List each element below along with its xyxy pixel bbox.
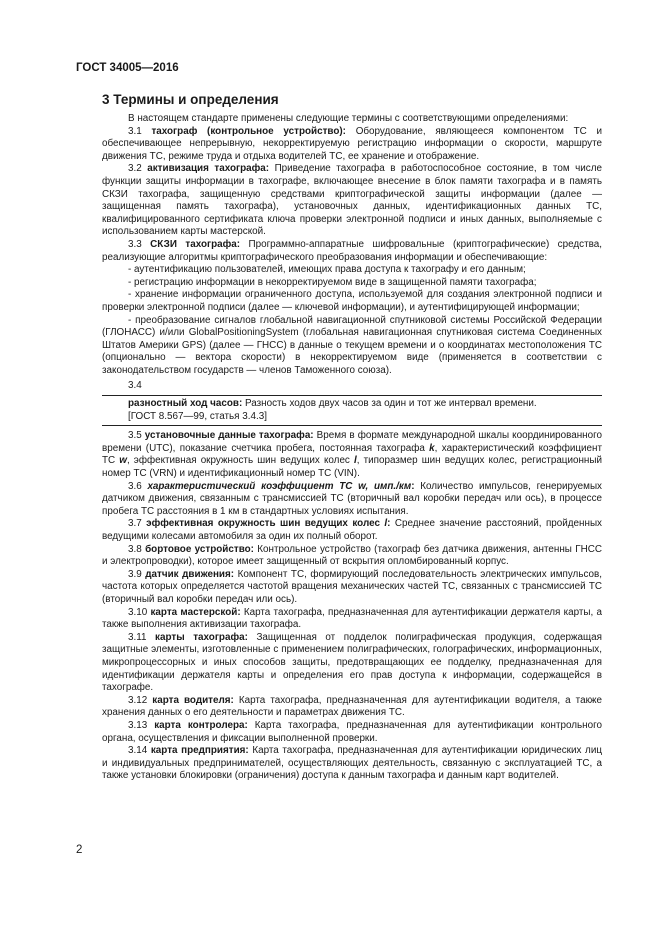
source-reference: [ГОСТ 8.567—99, статья 3.4.3] (128, 410, 267, 422)
term-number: 3.1 (128, 125, 152, 137)
term-name: разностный ход часов: (128, 398, 243, 410)
term-definition-cont: , характеристический коэффициент ТС (102, 442, 602, 467)
symbol-w: w (119, 455, 127, 467)
term-definition: Карта тахографа, предназначенная для аутентификации держателя карты, а также выполнения активизации тахографа. (102, 606, 603, 631)
definition-3-14 (102, 745, 602, 783)
term-name: эффективная окружность шин ведущих колес (146, 518, 385, 530)
term-definition: Оборудование, являющееся компонентом ТС и обеспечивающее непрерывную, некорректируемую регистрацию информации о скорости, маршруте движения ТС, режиме труда и отдыха водителей ТС, ее хранение и отображение. (102, 125, 602, 162)
term-number: 3.14 (128, 745, 151, 757)
term-unit: , имп./км (365, 480, 412, 492)
term-number: 3.8 (128, 543, 146, 555)
term-definition: Карта тахографа, предназначенная для аутентификации контрольного органа, осуществления и фиксации выполненной проверки. (102, 719, 602, 744)
symbol-l: l (384, 518, 388, 530)
term-name: бортовое устройство: (145, 543, 254, 555)
definition-3-7 (102, 518, 602, 543)
quoted-definition-box (102, 395, 602, 426)
term-name: карта предприятия: (150, 745, 249, 757)
term-definition: Карта тахографа, предназначенная для аутентификации юридических лиц и индивидуальных предпринимателей, осуществляющих деятельность, связанную с эксплуатацией ТС, а также установки блокировки (ограничения) доступа к данным тахографа и данным карт водителей. (102, 745, 602, 782)
term-name: характеристический коэффициент ТС (147, 480, 359, 492)
definition-3-2 (102, 163, 602, 239)
list-item: - аутентификацию пользователей, имеющих права доступа к тахографу и его данным; (128, 264, 526, 276)
definition-3-3 (102, 239, 602, 264)
definition-3-9 (102, 569, 602, 607)
term-number: 3.10 (128, 606, 151, 618)
term-name: тахограф (контрольное устройство): (151, 125, 346, 137)
term-number: 3.2 (128, 163, 148, 175)
definition-3-12 (102, 695, 602, 720)
definition-3-11 (102, 632, 602, 695)
term-number: 3.5 (128, 430, 145, 442)
term-name: карты тахографа: (155, 631, 248, 643)
term-colon: : (411, 480, 415, 492)
definition-3-5 (102, 430, 602, 480)
term-name: датчик движения: (145, 568, 235, 580)
term-definition: Компонент ТС, формирующий последовательность электрических импульсов, частота которых определяется частотой вращения механических частей ТС, связанных с трансмиссией ТС (вторичный вал коробки передач или ось). (102, 568, 602, 605)
term-name: активизация тахографа: (147, 163, 270, 175)
definition-3-4 (128, 398, 598, 411)
list-item: - регистрацию информации в некорректируемом виде в защищенной памяти тахографа; (128, 276, 537, 288)
list-item: - хранение информации ограниченного доступа, используемой для создания электронной подписи и проверки электронной подписи (далее — ключевой информации), и аутентифицирующей информации; (102, 289, 602, 313)
definition-3-10 (102, 607, 602, 632)
symbol-w: w (358, 480, 366, 492)
definition-3-1 (102, 126, 602, 164)
document-code: ГОСТ 34005—2016 (76, 62, 179, 74)
term-number: 3.11 (128, 631, 156, 643)
term-name: СКЗИ тахографа: (150, 238, 241, 250)
term-definition: Карта тахографа, предназначенная для аутентификации водителя, а также хранения данных о его деятельности и параметрах движения ТС. (102, 694, 602, 719)
intro-paragraph: В настоящем стандарте применены следующие термины с соответствующими определениями: (128, 113, 569, 124)
term-definition: Контрольное устройство (тахограф без датчика движения, антенны ГНСС и электропроводки), которое имеет защищенный от вскрытия опломбированный корпус. (102, 543, 602, 568)
term-number: 3.3 (128, 238, 151, 250)
section-title: 3 Термины и определения (102, 92, 279, 107)
term-number: 3.9 (128, 568, 146, 580)
definitions-body (102, 113, 602, 783)
term-number: 3.13 (128, 719, 155, 731)
term-definition: Приведение тахографа в работоспособное состояние, в том числе функции защиты информации в тахографе, включающее внесение в блок памяти тахографа и в память СКЗИ тахографа, защищенную средствами криптографической защиты информации (далее — защищенная память тахографа), установочных данных, идентификационных данных ТС, квалифицированного сертификата ключа проверки электронной подписи и иных данных, выполняемые с использованием карты мастерской. (102, 163, 602, 238)
symbol-k: k (429, 442, 435, 454)
definition-3-4-number: 3.4 (128, 380, 142, 392)
term-definition: Количество импульсов, генерируемых датчиком движения, связанным с трансмиссией ТС (вторичный вал коробки передач или ось), в процессе пробега ТС расстояния в 1 км в стандартных условиях испытания. (102, 480, 602, 517)
term-definition: Защищенная от подделок полиграфическая продукция, содержащая защитные элементы, изготовленные с применением полиграфических, голографических, информационных, микропроцессорных и иных способов защиты, предотвращающих ее подделку, предназначенная для идентификации держателя карты и определения его прав доступа к информации, содержащейся в тахографе. (102, 631, 602, 694)
term-number: 3.6 (128, 480, 148, 492)
term-name: карта водителя: (152, 694, 234, 706)
term-definition: Программно-аппаратные шифровальные (криптографические) средства, реализующие алгоритмы криптографического преобразования информации и обеспечивающие: (102, 238, 602, 263)
term-definition-cont: , типоразмер шин ведущих колес, регистрационный номер ТС (VRN) и идентификационный номер ТС (VIN). (102, 455, 602, 480)
definition-3-8 (102, 544, 602, 569)
term-number: 3.7 (128, 518, 147, 530)
term-colon: : (387, 518, 391, 530)
term-name: установочные данные тахографа: (144, 430, 314, 442)
page-number: 2 (76, 844, 83, 856)
term-definition: Время в формате международной шкалы координированного времени (UTC), показание счетчика пробега, постоянная тахографа (102, 430, 603, 454)
term-name: карта контролера: (154, 719, 248, 731)
definition-3-13 (102, 720, 602, 745)
term-definition: Среднее значение расстояний, пройденных ведущими колесами автомобиля за один их полный оборот. (102, 518, 602, 542)
term-number: 3.12 (128, 694, 153, 706)
term-name: карта мастерской: (150, 606, 241, 618)
term-definition-cont: , эффективная окружность шин ведущих колес (126, 455, 354, 467)
list-item: - преобразование сигналов глобальной навигационной спутниковой системы Российской Федерации (ГЛОНАСС) и/или GlobalPositioningSystem (глобальная навигационная спутниковая система Соединенных Штатов Америки GPS) (далее — ГНСС) в данные о текущем времени и о координатах местоположения ТС (опционально — вектора скорости) в некорректируемом виде (применяется в соответствии с законодательством государств — членов Таможенного союза). (102, 314, 602, 376)
symbol-l: l (353, 455, 357, 467)
term-definition: Разность ходов двух часов за один и тот же интервал времени. (242, 398, 537, 410)
definition-3-6 (102, 481, 602, 519)
